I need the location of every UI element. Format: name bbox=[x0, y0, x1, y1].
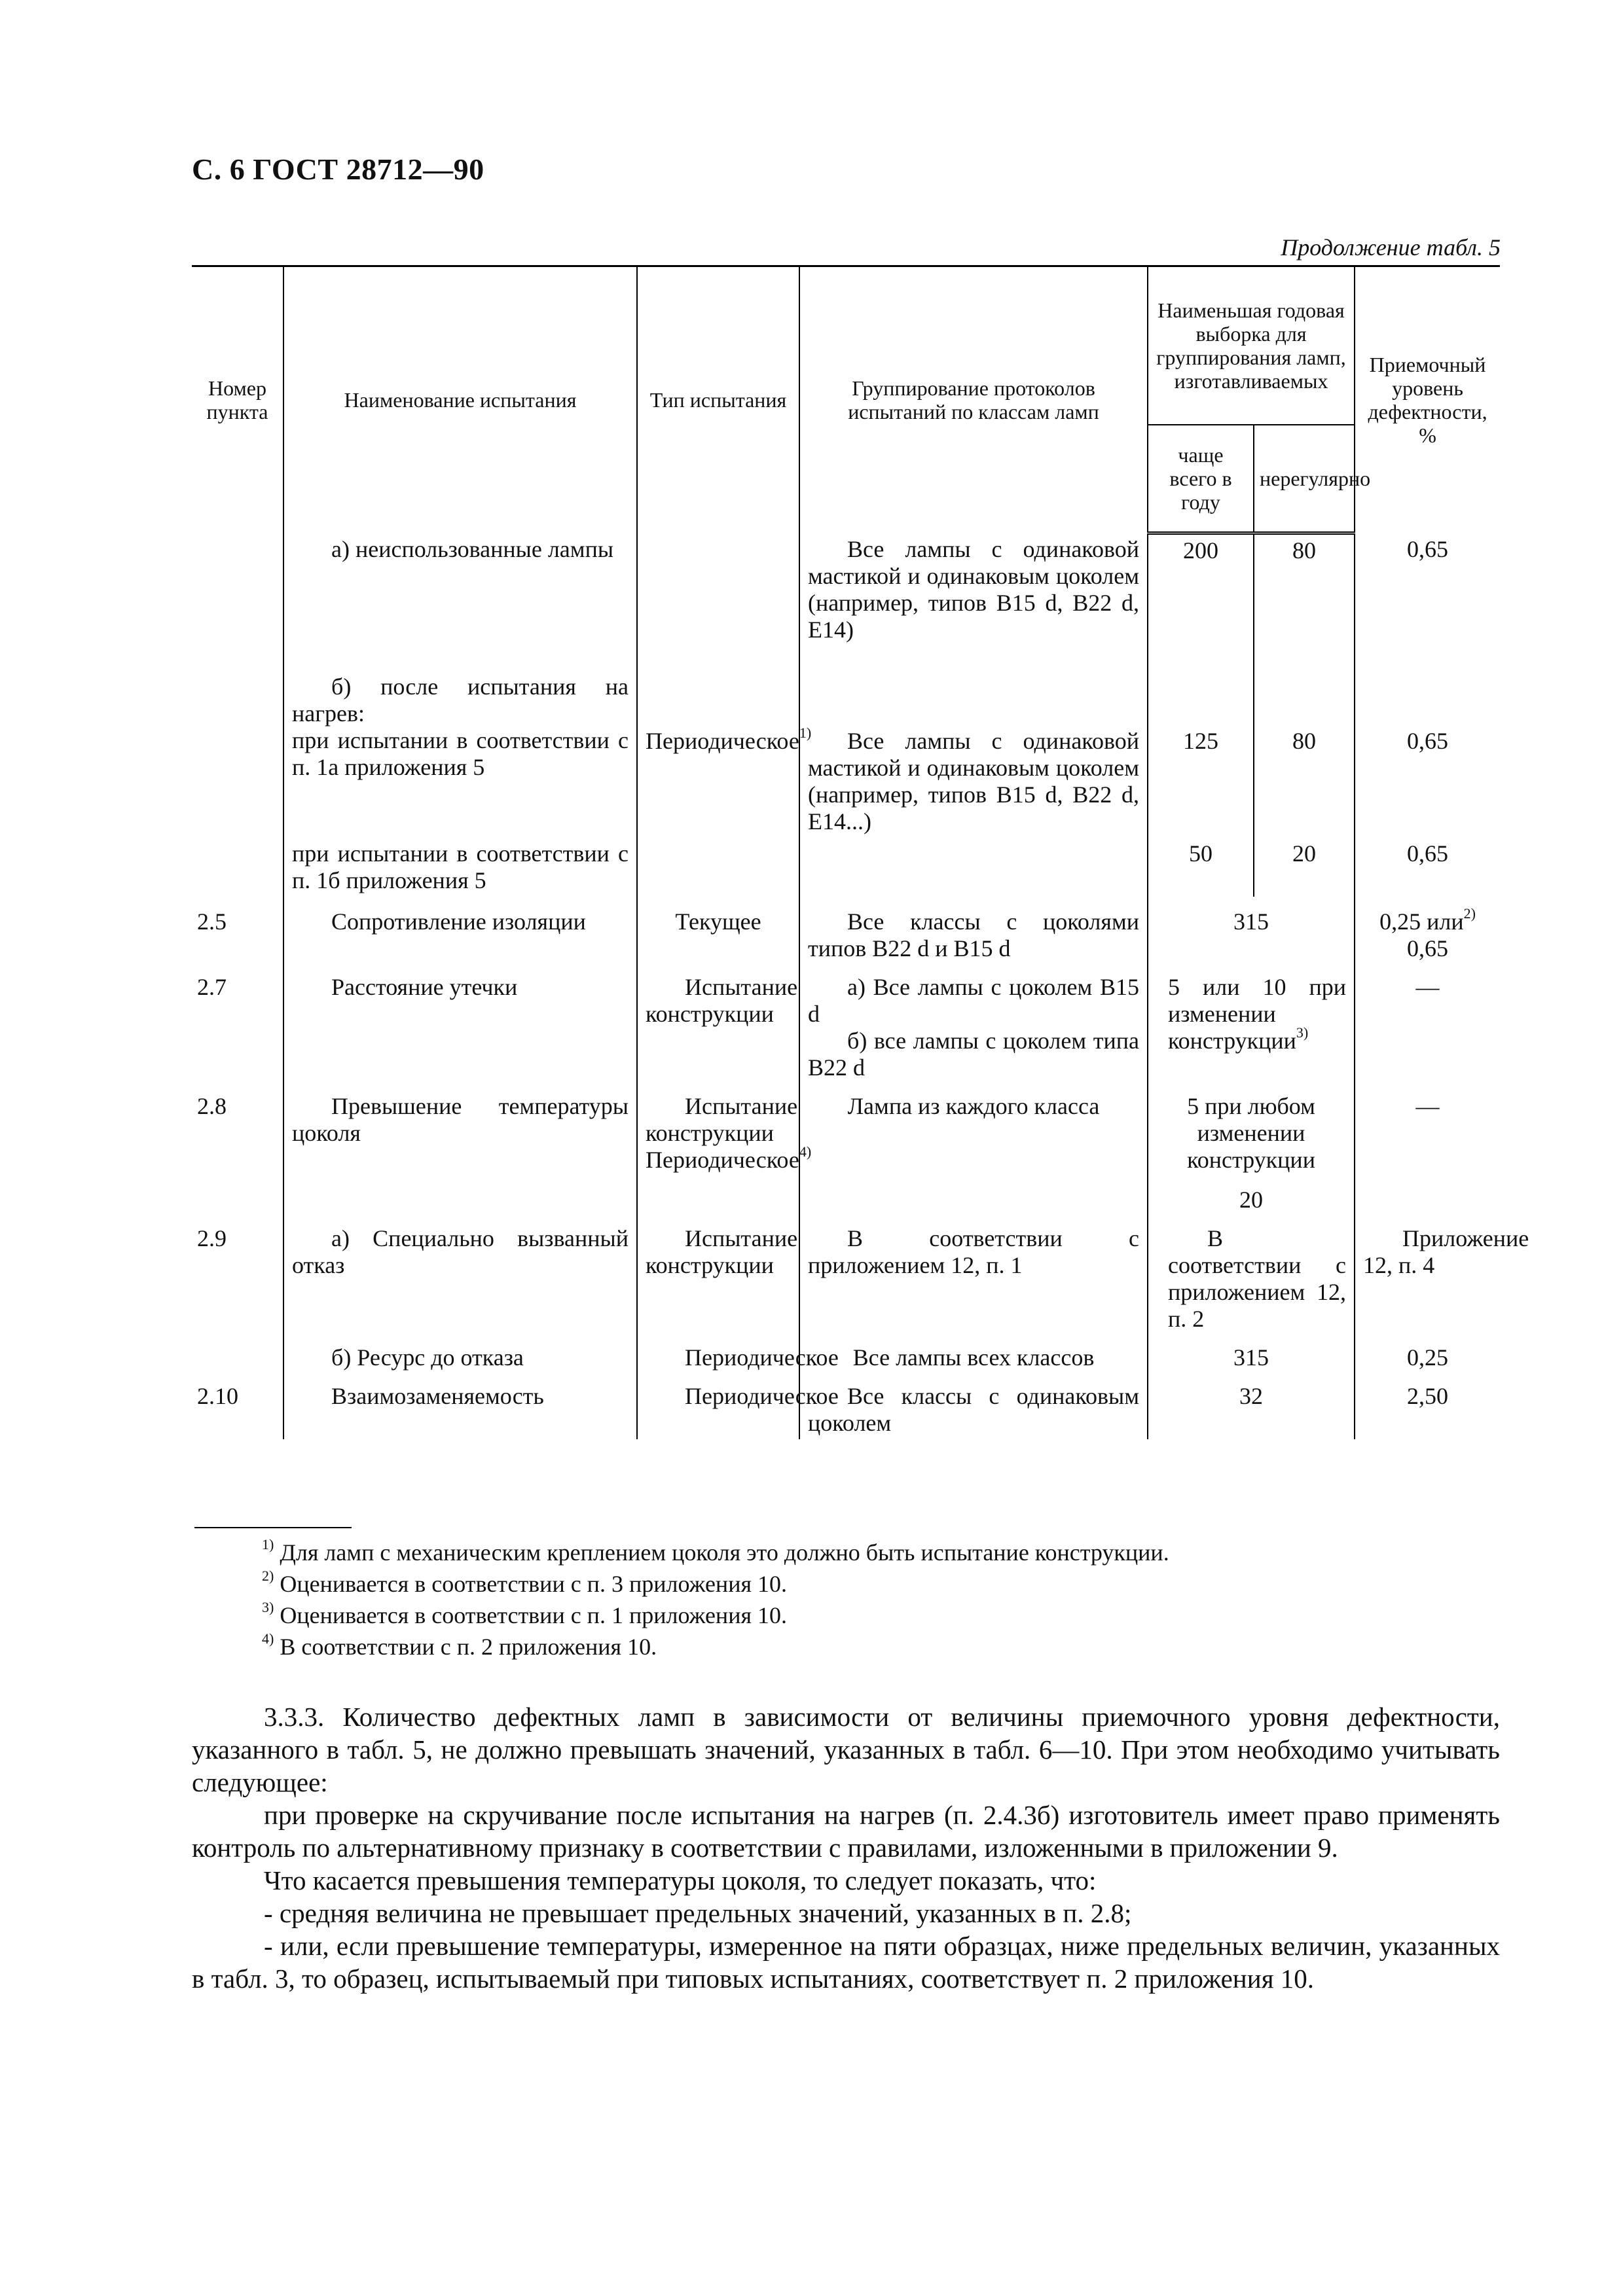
cell-name: при испытании в соответствии с п. 1б приложения 5 bbox=[283, 838, 637, 897]
cell-name: Расстояние утечки bbox=[283, 965, 637, 1084]
table-row bbox=[192, 965, 1500, 1084]
footnote: $^{4)}$ В соответствии с п. 2 приложения 10. bbox=[262, 1630, 657, 1660]
cell-grouping: В соответствии с приложением 12, п. 1 bbox=[799, 1216, 1148, 1335]
cell-num: 2.10 bbox=[192, 1374, 283, 1439]
header-num: Номер пункта bbox=[192, 266, 283, 533]
cell-name: б) Ресурс до отказа bbox=[283, 1335, 637, 1374]
footnotes bbox=[262, 1537, 1473, 1662]
table-row bbox=[192, 897, 1500, 965]
header-often: чаще всего в году bbox=[1148, 425, 1254, 533]
cell-irregular: 20 bbox=[1254, 838, 1355, 897]
cell-type: Периодическое bbox=[637, 1335, 799, 1374]
cell-name: Сопротивление изоляции bbox=[283, 897, 637, 965]
cell-irregular: 80 bbox=[1254, 533, 1355, 646]
paragraph: - средняя величина не превышает предельных значений, указанных в п. 2.8; bbox=[264, 1898, 1132, 1928]
cell-often: 200 bbox=[1148, 533, 1254, 646]
table-row bbox=[192, 646, 1500, 838]
cell-aql: — bbox=[1355, 965, 1500, 1084]
cell-type bbox=[637, 838, 799, 897]
cell-often: 125 bbox=[1148, 646, 1254, 838]
cell-num: 2.5 bbox=[192, 897, 283, 965]
cell-num bbox=[192, 838, 283, 897]
cell-aql: 0,65 bbox=[1355, 838, 1500, 897]
cell-num bbox=[192, 1335, 283, 1374]
footnote: $^{2)}$ Оценивается в соответствии с п. 3 приложения 10. bbox=[262, 1568, 788, 1597]
table bbox=[192, 265, 1529, 1439]
header-type: Тип испытания bbox=[637, 266, 799, 533]
paragraph: - или, если превышение температуры, измеренное на пяти образцах, ниже предельных величин, указанных в табл. 3, то образец, испытываемый при типовых испытаниях, соответствует п. 2 приложения 10. bbox=[192, 1931, 1500, 1994]
cell-aql: 0,65 bbox=[1355, 533, 1500, 646]
header-sample: Наименьшая годовая выборка для группирования ламп, изготавливаемых bbox=[1148, 266, 1355, 425]
cell-num: 2.9 bbox=[192, 1216, 283, 1335]
cell-num: 2.8 bbox=[192, 1084, 283, 1216]
table-row bbox=[192, 1216, 1500, 1335]
cell-aql: — bbox=[1355, 1084, 1500, 1216]
footnote: $^{3)}$ Оценивается в соответствии с п. 1 приложения 10. bbox=[262, 1599, 788, 1628]
paragraph: 3.3.3. Количество дефектных ламп в зависимости от величины приемочного уровня дефектности, указанного в табл. 5, не должно превышать значений, указанных в табл. 6—10. При этом необходимо учитывать следующее: bbox=[192, 1702, 1500, 1797]
cell-grouping: Все лампы всех классов bbox=[799, 1335, 1148, 1374]
cell-aql: 0,25 bbox=[1355, 1335, 1500, 1374]
cell-grouping bbox=[799, 838, 1148, 897]
cell-sample: 315 bbox=[1148, 897, 1355, 965]
cell-type bbox=[637, 533, 799, 646]
cell-sample: 315 bbox=[1148, 1335, 1355, 1374]
cell-num: 2.7 bbox=[192, 965, 283, 1084]
footnote-divider bbox=[194, 1527, 352, 1528]
cell-irregular: 80 bbox=[1254, 646, 1355, 838]
cell-num bbox=[192, 533, 283, 646]
header-aql: Приемочный уровень дефектности, % bbox=[1355, 266, 1500, 533]
cell-type: Периодическое$^{1)}$ bbox=[637, 646, 799, 838]
cell-grouping: Все классы с одинаковым цоколем bbox=[799, 1374, 1148, 1439]
cell-grouping: Лампа из каждого класса bbox=[799, 1084, 1148, 1216]
cell-aql: 0,25 или$^{2)}$ 0,65 bbox=[1355, 897, 1500, 965]
table-row bbox=[192, 1335, 1500, 1374]
table-row bbox=[192, 533, 1500, 646]
cell-grouping: Все лампы с одинаковой мастикой и одинаковым цоколем (например, типов В15 d, В22 d, Е14) bbox=[799, 533, 1148, 646]
cell-name: а) неиспользованные лампы bbox=[283, 533, 637, 646]
cell-sample: 5 при любом изменении конструкции 20 bbox=[1148, 1084, 1355, 1216]
cell-grouping: Все лампы с одинаковой мастикой и одинаковым цоколем (например, типов В15 d, В22 d, Е14...) bbox=[799, 646, 1148, 838]
header-name: Наименование испытания bbox=[283, 266, 637, 533]
cell-name: а) Специально вызванный отказ bbox=[283, 1216, 637, 1335]
footnote: $^{1)}$ Для ламп с механическим креплением цоколя это должно быть испытание конструкции. bbox=[262, 1536, 1169, 1566]
cell-type: Испытание конструкции bbox=[637, 1216, 799, 1335]
cell-type: Текущее bbox=[637, 897, 799, 965]
cell-name: Взаимозаменяемость bbox=[283, 1374, 637, 1439]
table-row bbox=[192, 838, 1500, 897]
cell-sample: В соответствии с приложением 12, п. 2 bbox=[1148, 1216, 1355, 1335]
header-grouping: Группирование протоколов испытаний по классам ламп bbox=[799, 266, 1148, 533]
cell-name: Превышение температуры цоколя bbox=[283, 1084, 637, 1216]
table-continuation-label: Продолжение табл. 5 bbox=[1281, 234, 1501, 260]
test-table bbox=[192, 265, 1529, 1439]
cell-name: б) после испытания на нагрев: при испытании в соответствии с п. 1а приложения 5 bbox=[283, 646, 637, 838]
table-row bbox=[192, 1084, 1500, 1216]
cell-type: Испытание конструкции Периодическое$^{4)}$ bbox=[637, 1084, 799, 1216]
page-header: С. 6 ГОСТ 28712—90 bbox=[192, 152, 484, 186]
cell-sample: 32 bbox=[1148, 1374, 1355, 1439]
header-irregular: нерегулярно bbox=[1254, 425, 1355, 533]
cell-num bbox=[192, 646, 283, 838]
paragraph: Что касается превышения температуры цоколя, то следует показать, что: bbox=[264, 1865, 1097, 1895]
cell-grouping: а) Все лампы с цоколем В15 d б) все лампы с цоколем типа В22 d bbox=[799, 965, 1148, 1084]
cell-type: Испытание конструкции bbox=[637, 965, 799, 1084]
cell-aql: 2,50 bbox=[1355, 1374, 1500, 1439]
cell-aql: Приложение 12, п. 4 bbox=[1355, 1216, 1500, 1335]
cell-often: 50 bbox=[1148, 838, 1254, 897]
cell-type: Периодическое bbox=[637, 1374, 799, 1439]
paragraph: при проверке на скручивание после испытания на нагрев (п. 2.4.3б) изготовитель имеет право применять контроль по альтернативному признаку в соответствии с правилами, изложенными в приложении 9. bbox=[192, 1800, 1500, 1863]
body-text bbox=[192, 1700, 1500, 1995]
cell-aql: 0,65 bbox=[1355, 646, 1500, 838]
table-row bbox=[192, 1374, 1500, 1439]
cell-sample: 5 или 10 при изменении конструкции$^{3)}$ bbox=[1148, 965, 1355, 1084]
cell-grouping: Все классы с цоколями типов В22 d и В15 d bbox=[799, 897, 1148, 965]
